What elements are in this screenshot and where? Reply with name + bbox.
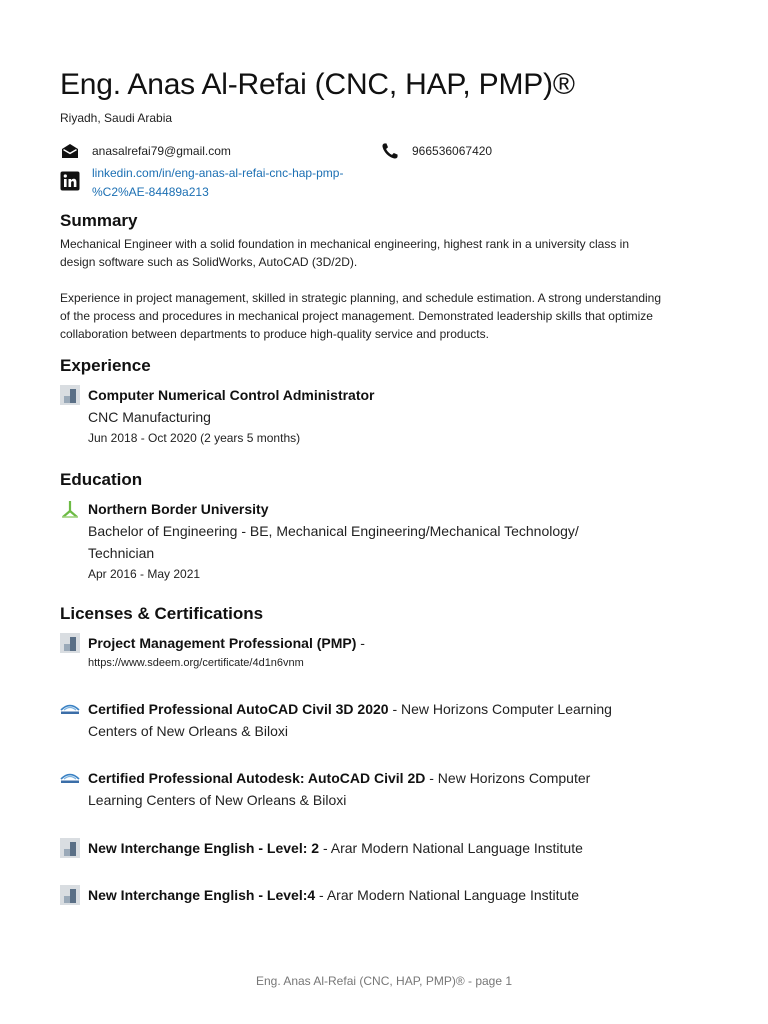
phone-contact: [380, 141, 492, 161]
certification-entry: [60, 837, 668, 859]
cert-separator: -: [388, 701, 402, 717]
cert-separator: -: [356, 635, 365, 651]
certification-entry: [60, 698, 668, 742]
cert-name: New Interchange English - Level: 2: [88, 840, 320, 856]
placeholder-logo-icon: [60, 385, 80, 405]
school-name: Northern Border University: [88, 501, 269, 517]
placeholder-logo-icon: [60, 838, 80, 858]
phone-text[interactable]: 966536067420: [412, 144, 493, 158]
job-dates: Jun 2018 - Oct 2020 (2 years 5 months): [88, 431, 301, 445]
email-contact: [60, 141, 231, 161]
education-heading: Education: [60, 470, 143, 489]
company-name: CNC Manufacturing: [88, 409, 211, 425]
cert-issuer-line2: Centers of New Orleans & Biloxi: [88, 723, 288, 739]
cert-issuer-line1: New Horizons Computer Learning: [401, 701, 612, 717]
cert-name: New Interchange English - Level:4: [88, 887, 316, 903]
candidate-name: Eng. Anas Al-Refai (CNC, HAP, PMP)®: [60, 68, 575, 101]
linkedin-url-line2[interactable]: %C2%AE-84489a213: [92, 185, 209, 199]
education-dates: Apr 2016 - May 2021: [88, 567, 201, 581]
education-entry: [60, 498, 668, 584]
summary-p1-line1: Mechanical Engineer with a solid foundation in mechanical engineering, highest rank in a university class in: [60, 237, 629, 251]
cert-separator: -: [425, 770, 438, 786]
candidate-location: Riyadh, Saudi Arabia: [60, 111, 173, 125]
university-logo-icon: [60, 499, 80, 519]
experience-entry: [60, 384, 668, 448]
degree-line1: Bachelor of Engineering - BE, Mechanical Engineering/Mechanical Technology/: [88, 523, 579, 539]
new-horizons-logo-icon: [60, 699, 80, 719]
summary-p2-line1: Experience in project management, skilled in strategic planning, and schedule estimation. A strong understanding: [60, 291, 662, 305]
certification-entry: [60, 767, 668, 811]
cert-issuer-line1: Arar Modern National Language Institute: [326, 887, 580, 903]
certification-entry: [60, 632, 668, 672]
degree-line2: Technician: [88, 545, 155, 561]
summary-p1-line2: design software such as SolidWorks, AutoCAD (3D/2D).: [60, 255, 358, 269]
cert-issuer-line2: Learning Centers of New Orleans & Biloxi: [88, 792, 347, 808]
page-footer: Eng. Anas Al-Refai (CNC, HAP, PMP)® - page 1: [255, 974, 513, 988]
linkedin-icon: [60, 171, 80, 191]
job-title: Computer Numerical Control Administrator: [88, 387, 375, 403]
placeholder-logo-icon: [60, 633, 80, 653]
summary-paragraph-2: [60, 289, 700, 343]
certifications-heading: Licenses & Certifications: [60, 604, 264, 623]
linkedin-link[interactable]: [92, 164, 343, 202]
cert-url[interactable]: https://www.sdeem.org/certificate/4d1n6vnm: [88, 657, 304, 669]
envelope-icon: [60, 141, 80, 161]
linkedin-contact: [60, 164, 343, 202]
cert-name: Certified Professional AutoCAD Civil 3D 2020: [88, 701, 389, 717]
summary-p2-line2: of the process and procedures in mechanical project management. Demonstrated leadership skills that optimize: [60, 309, 653, 323]
summary-heading: Summary: [60, 211, 138, 230]
new-horizons-logo-icon: [60, 768, 80, 788]
cert-issuer-line1: New Horizons Computer: [437, 770, 591, 786]
linkedin-url-line1[interactable]: linkedin.com/in/eng-anas-al-refai-cnc-hap-pmp-: [92, 166, 344, 180]
cert-separator: -: [315, 887, 327, 903]
cert-name: Certified Professional Autodesk: AutoCAD Civil 2D: [88, 770, 426, 786]
cert-separator: -: [319, 840, 331, 856]
phone-icon: [380, 141, 400, 161]
certification-entry: [60, 884, 668, 906]
email-text[interactable]: anasalrefai79@gmail.com: [92, 144, 231, 158]
cert-issuer-line1: Arar Modern National Language Institute: [330, 840, 583, 856]
experience-heading: Experience: [60, 356, 151, 375]
summary-p2-line3: collaboration between departments to produce high-quality service and products.: [60, 327, 489, 341]
summary-paragraph-1: [60, 235, 700, 271]
cert-name: Project Management Professional (PMP): [88, 635, 357, 651]
placeholder-logo-icon: [60, 885, 80, 905]
